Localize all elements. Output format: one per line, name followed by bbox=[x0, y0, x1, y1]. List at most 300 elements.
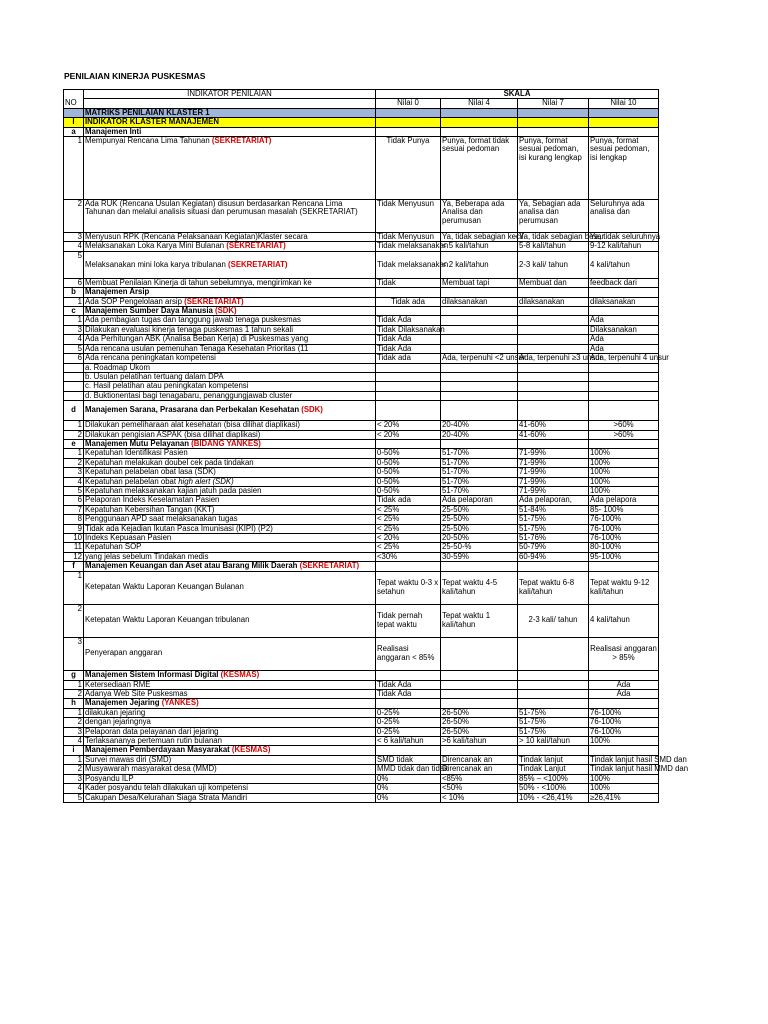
scale-value-10: Ya, tidak seluruhnya bbox=[590, 232, 661, 242]
indicator-no: 1 bbox=[64, 421, 84, 430]
indicator-no: 2 bbox=[64, 458, 84, 467]
indicator-text-main: Melaksanakan mini loka karya tribulanan bbox=[85, 259, 229, 269]
indicator-text-main: Mempunyai Rencana Lima Tahunan bbox=[85, 136, 212, 146]
scale-value-10: Ada bbox=[589, 316, 659, 325]
indicator-row bbox=[64, 137, 659, 200]
scale-value-7: 71-99% bbox=[518, 486, 589, 495]
scale-value-4: Ada, terpenuhi <2 unsur bbox=[442, 353, 526, 363]
indicator-no bbox=[64, 363, 84, 372]
scale-value-0 bbox=[376, 382, 441, 391]
header-indikator: INDIKATOR PENILAIAN bbox=[84, 90, 376, 99]
indicator-text-main: Menyusun RPK (Rencana Pelaksanaan Kegiatan)Klaster secara bbox=[85, 232, 308, 242]
indicator-text bbox=[84, 571, 376, 604]
section-fill bbox=[518, 746, 589, 755]
section-row-d bbox=[64, 401, 659, 421]
indicator-text-main: c. Hasil pelatihan atau peningkatan kompetensi bbox=[85, 381, 249, 391]
scale-value-4: 51-70% bbox=[441, 458, 518, 467]
indicator-text bbox=[84, 637, 376, 670]
indicator-no: 11 bbox=[64, 543, 84, 552]
scale-value-4: Membuat tapi bbox=[441, 278, 518, 287]
section-fill bbox=[441, 288, 518, 297]
indicator-unit-tag: (SEKRETARIAT) bbox=[226, 241, 286, 251]
indicator-no: 2 bbox=[64, 604, 84, 637]
indicator-no: 4 bbox=[64, 784, 84, 793]
scale-value-0: Tidak Menyusun bbox=[376, 200, 441, 233]
assessment-table bbox=[63, 89, 689, 803]
scale-value-7: 51-75% bbox=[518, 515, 589, 524]
indicator-no: 5 bbox=[64, 251, 84, 278]
scale-value-10: Tindak lanjut hasil SMD dan bbox=[590, 754, 687, 764]
indicator-no bbox=[64, 372, 84, 381]
indicator-no: 6 bbox=[64, 278, 84, 287]
scale-value-0: Tidak Ada bbox=[376, 335, 441, 344]
section-unit-tag: (BIDANG YANKES) bbox=[191, 438, 261, 448]
section-letter: d bbox=[64, 401, 84, 421]
section-unit-tag: (KESMAS) bbox=[231, 745, 271, 755]
indicator-text bbox=[84, 137, 376, 200]
section-fill bbox=[376, 746, 441, 755]
section-unit-tag: (SEKRETARIAT) bbox=[299, 561, 360, 571]
scale-value-7: > 10 kali/tahun bbox=[518, 737, 589, 746]
scale-value-4: 20-40% bbox=[441, 430, 518, 439]
indicator-text-main: Indeks Kepuasan Pasien bbox=[85, 533, 172, 542]
indicator-no: 2 bbox=[64, 690, 84, 699]
scale-value-7 bbox=[518, 637, 589, 670]
indicator-no: 2 bbox=[64, 765, 84, 774]
scale-value-4 bbox=[441, 363, 518, 372]
scale-value-10: Seluruhnya ada analisa dan bbox=[589, 200, 659, 233]
scale-value-0 bbox=[376, 391, 441, 400]
indicator-row bbox=[64, 354, 659, 363]
scale-value-10: Ada bbox=[589, 690, 659, 699]
scale-value-7: Ada pelaporan, bbox=[518, 496, 589, 505]
indicator-text-main: d. Buktionentasi bagi tenagabaru, penanggungjawab cluster bbox=[85, 390, 293, 400]
scale-value-0: Tepat waktu 0-3 x setahun bbox=[376, 571, 441, 604]
section-fill bbox=[518, 288, 589, 297]
scale-value-0: 0-50% bbox=[376, 486, 441, 495]
scale-value-4: Direncanak an bbox=[441, 765, 518, 774]
section-label bbox=[84, 562, 376, 571]
scale-value-4: Direncanak an bbox=[441, 755, 518, 764]
indicator-no: 1 bbox=[64, 708, 84, 717]
band-klaster-fill bbox=[518, 118, 589, 127]
indicator-text-main: Kepatuhan Kebersihan Tangan (KKT) bbox=[85, 504, 215, 514]
scale-value-10 bbox=[589, 363, 659, 372]
indicator-text-main: Melaksanakan Loka Karya Mini Bulanan bbox=[85, 241, 227, 251]
scale-value-7: Membuat dan bbox=[518, 278, 589, 287]
indicator-no: 4 bbox=[64, 242, 84, 251]
scale-value-0: < 25% bbox=[376, 543, 441, 552]
section-label bbox=[84, 670, 376, 680]
indicator-row bbox=[64, 251, 659, 278]
indicator-no bbox=[64, 391, 84, 400]
indicator-text-main: Pelaporan data pelayanan dari jejaring bbox=[85, 726, 219, 736]
indicator-no: 2 bbox=[64, 718, 84, 727]
scale-value-0: 0-50% bbox=[376, 449, 441, 458]
scale-value-7 bbox=[518, 382, 589, 391]
indicator-row bbox=[64, 708, 659, 717]
scale-value-0: < 25% bbox=[376, 515, 441, 524]
section-row-f bbox=[64, 562, 659, 571]
indicator-text bbox=[84, 200, 376, 233]
scale-value-0: 0% bbox=[376, 774, 441, 783]
section-unit-tag: (YANKES) bbox=[161, 698, 199, 708]
scale-value-7: 5-8 kali/tahun bbox=[518, 242, 589, 251]
indicator-no: 1 bbox=[64, 571, 84, 604]
section-fill bbox=[518, 401, 589, 421]
indicator-no: 3 bbox=[64, 233, 84, 242]
scale-value-10: 76-100% bbox=[589, 534, 659, 543]
scale-value-4: 26-50% bbox=[441, 727, 518, 736]
scale-value-7: 71-99% bbox=[518, 458, 589, 467]
scale-value-4: 51-70% bbox=[441, 449, 518, 458]
indicator-no: 4 bbox=[64, 335, 84, 344]
section-fill bbox=[441, 746, 518, 755]
indicator-row bbox=[64, 200, 659, 233]
scale-value-7: Tepat waktu 6-8 kali/tahun bbox=[518, 571, 589, 604]
indicator-no: 6 bbox=[64, 354, 84, 363]
scale-value-4: Ya, Beberapa ada Analisa dan perumusan bbox=[441, 200, 518, 233]
indicator-text-main: Ketepatan Waktu Laporan Keuangan Bulanan bbox=[85, 582, 244, 592]
scale-value-10: 100% bbox=[589, 784, 659, 793]
section-unit-tag: (SDK) bbox=[215, 306, 237, 316]
indicator-no: 5 bbox=[64, 486, 84, 495]
scale-value-0: Tidak melaksanakan bbox=[377, 241, 449, 251]
scale-value-7: 41-60% bbox=[518, 421, 589, 430]
scale-value-4: < 5 kali/tahun bbox=[441, 242, 518, 251]
indicator-no: 10 bbox=[64, 534, 84, 543]
scale-value-0: 0% bbox=[376, 793, 441, 802]
scale-value-0: Tidak bbox=[376, 278, 441, 287]
scale-value-4: 51-70% bbox=[441, 477, 518, 486]
scale-value-7: 2-3 kali/ tahun bbox=[518, 604, 589, 637]
scale-value-0: Tidak Dilaksanakan bbox=[377, 324, 445, 334]
scale-value-7: 51-75% bbox=[518, 727, 589, 736]
scale-value-10 bbox=[589, 382, 659, 391]
band-klaster-fill bbox=[441, 118, 518, 127]
header-row-2 bbox=[64, 99, 659, 108]
scale-value-10: 76-100% bbox=[589, 524, 659, 533]
indicator-no: 5 bbox=[64, 793, 84, 802]
indicator-text-main: Ada rencana peningkatan kompetensi bbox=[85, 353, 216, 363]
section-row-h bbox=[64, 699, 659, 708]
header-nilai-10: Nilai 10 bbox=[589, 99, 659, 108]
scale-value-10: Ada bbox=[589, 335, 659, 344]
scale-value-0: < 20% bbox=[376, 430, 441, 439]
scale-value-4 bbox=[441, 690, 518, 699]
scale-value-10: 76-100% bbox=[589, 727, 659, 736]
indicator-text-main: Kader posyandu telah dilakukan uji kompetensi bbox=[85, 783, 248, 793]
scale-value-0: Tidak Ada bbox=[376, 316, 441, 325]
indicator-text-main: Membuat Penilaian Kinerja di tahun sebelumnya, mengirimkan ke bbox=[85, 277, 312, 287]
scale-value-7: 51-84% bbox=[518, 505, 589, 514]
scale-value-4 bbox=[441, 680, 518, 689]
scale-value-7: 71-99% bbox=[518, 477, 589, 486]
scale-value-4: Tepat waktu 4-5 kali/tahun bbox=[441, 571, 518, 604]
scale-value-10: 4 kali/tahun bbox=[589, 251, 659, 278]
indicator-text-main: dengan jejaringnya bbox=[85, 717, 151, 727]
scale-value-10: feedback dari bbox=[589, 278, 659, 287]
scale-value-10: Tepat waktu 9-12 kali/tahun bbox=[589, 571, 659, 604]
scale-value-4: 25-50% bbox=[441, 505, 518, 514]
indicator-unit-tag: (SEKRETARIAT) bbox=[228, 259, 288, 269]
scale-value-4: <85% bbox=[441, 774, 518, 783]
scale-value-7 bbox=[518, 391, 589, 400]
indicator-text bbox=[84, 793, 376, 802]
section-fill bbox=[376, 699, 441, 708]
indicator-no: 7 bbox=[64, 505, 84, 514]
scale-value-10: 76-100% bbox=[589, 718, 659, 727]
scale-value-4: Ada pelaporan bbox=[441, 496, 518, 505]
section-letter: h bbox=[64, 699, 84, 708]
scale-value-0: Tidak Ada bbox=[376, 690, 441, 699]
scale-value-4: < 10% bbox=[441, 793, 518, 802]
indicator-text-main: Dilakukan pengisian ASPAK (bisa dilihat diaplikasi) bbox=[85, 429, 261, 439]
section-letter: c bbox=[64, 307, 84, 316]
indicator-no: 3 bbox=[64, 468, 84, 477]
scale-value-7: 41-60% bbox=[518, 430, 589, 439]
section-fill bbox=[441, 699, 518, 708]
indicator-text-main: Cakupan Desa/Kelurahan Siaga Strata Mandiri bbox=[85, 792, 248, 802]
indicator-text bbox=[84, 391, 376, 400]
scale-value-0: Tidak pernah tepat waktu bbox=[376, 604, 441, 637]
scale-value-4: 26-50% bbox=[441, 718, 518, 727]
indicator-text-main: Ketersediaan RME bbox=[85, 679, 151, 689]
scale-value-10: dilaksanakan bbox=[589, 297, 659, 306]
scale-value-7: 51-75% bbox=[518, 708, 589, 717]
section-label-text: Manajemen Sarana, Prasarana dan Perbekalan Kesehatan bbox=[85, 405, 302, 415]
indicator-text-main: Kepatuhan pelabelan obat lasa (SDK) bbox=[85, 467, 216, 477]
scale-value-7 bbox=[518, 363, 589, 372]
header-nilai-0: Nilai 0 bbox=[376, 99, 441, 108]
scale-value-0 bbox=[376, 363, 441, 372]
scale-value-0: <30% bbox=[376, 552, 441, 561]
scale-value-7: 10% - <26,41% bbox=[518, 793, 589, 802]
header-row-1 bbox=[64, 90, 659, 99]
section-letter: f bbox=[64, 562, 84, 571]
scale-value-7 bbox=[518, 680, 589, 689]
scale-value-10 bbox=[589, 391, 659, 400]
scale-value-4: 51-70% bbox=[441, 486, 518, 495]
scale-value-4: 51-70% bbox=[441, 468, 518, 477]
indicator-no: 6 bbox=[64, 496, 84, 505]
scale-value-10: 95-100% bbox=[589, 552, 659, 561]
section-label-text: Manajemen Arsip bbox=[85, 287, 150, 297]
indicator-no: 4 bbox=[64, 477, 84, 486]
indicator-text-main: Ada rencana usulan pemenuhan Tenaga Kesehatan Prioritas (11 bbox=[85, 343, 309, 353]
scale-value-10: Punya, format sesuai pedoman, isi lengkap bbox=[589, 137, 659, 200]
scale-value-0: Tidak ada bbox=[376, 354, 441, 363]
indicator-text-main: Kepatuhan melaksanakan kajian jatuh pada pasien bbox=[85, 485, 262, 495]
section-fill bbox=[518, 699, 589, 708]
indicator-text-italic: high alert (SDK) bbox=[178, 476, 234, 486]
scale-value-4 bbox=[441, 372, 518, 381]
section-fill bbox=[518, 670, 589, 680]
scale-value-0: 0-50% bbox=[376, 468, 441, 477]
section-label-text: Manajemen Mutu Pelayanan bbox=[85, 438, 192, 448]
scale-value-10 bbox=[589, 372, 659, 381]
indicator-row bbox=[64, 765, 659, 774]
band-klaster-no: I bbox=[64, 118, 84, 127]
band-matriks-fill bbox=[589, 108, 659, 117]
indicator-row bbox=[64, 534, 659, 543]
header-nilai-4: Nilai 4 bbox=[441, 99, 518, 108]
scale-value-7: Punya, format sesuai pedoman, isi kurang lengkap bbox=[518, 137, 589, 200]
scale-value-0: Tidak melaksanakan bbox=[376, 251, 441, 278]
indicator-no: 1 bbox=[64, 449, 84, 458]
scale-value-10: 100% bbox=[589, 486, 659, 495]
header-nilai-7: Nilai 7 bbox=[518, 99, 589, 108]
indicator-text-main: Ada pembagian tugas dan tanggung jawab tenaga puskesmas bbox=[85, 315, 301, 325]
indicator-text-main: Ketepatan Waktu Laporan Keuangan tribulanan bbox=[85, 615, 250, 625]
scale-value-10: Ada bbox=[589, 680, 659, 689]
indicator-no: 3 bbox=[64, 637, 84, 670]
scale-value-0: 0-25% bbox=[376, 708, 441, 717]
section-fill bbox=[589, 288, 659, 297]
section-letter: b bbox=[64, 288, 84, 297]
scale-value-10: Ada, terpenuhi 4 unsur bbox=[590, 353, 669, 363]
scale-value-0: < 25% bbox=[376, 524, 441, 533]
scale-value-4: 25-50% bbox=[441, 524, 518, 533]
section-label-text: Manajemen Inti bbox=[85, 126, 142, 136]
indicator-text bbox=[84, 242, 376, 251]
indicator-no: 1 bbox=[64, 316, 84, 325]
indicator-text-main: a. Roadmap Ukom bbox=[85, 362, 151, 372]
scale-value-0: Tidak ada bbox=[376, 496, 441, 505]
section-unit-tag: (SDK) bbox=[301, 405, 323, 415]
indicator-text-main: Adanya Web Site Puskesmas bbox=[85, 689, 188, 699]
scale-value-4: >6 kali/tahun bbox=[441, 737, 518, 746]
section-fill bbox=[518, 307, 589, 316]
scale-value-7 bbox=[518, 372, 589, 381]
scale-value-7: 51-75% bbox=[518, 524, 589, 533]
scale-value-4: 30-59% bbox=[441, 552, 518, 561]
scale-value-10: 80-100% bbox=[589, 543, 659, 552]
scale-value-4: 20-40% bbox=[441, 421, 518, 430]
section-fill bbox=[441, 307, 518, 316]
indicator-text bbox=[84, 604, 376, 637]
scale-value-0 bbox=[376, 372, 441, 381]
scale-value-0: MMD tidak dan tidak bbox=[377, 764, 449, 774]
indicator-text-main: Ada Perhitungan ABK (Analisa Beban Kerja) di Puskesmas yang bbox=[85, 334, 309, 344]
indicator-text-main: Tidak ada Kejadian Ikutan Pasca Imunisasi (KIPI) (P2) bbox=[85, 523, 273, 533]
scale-value-0: Tidak Punya bbox=[376, 137, 441, 200]
section-label bbox=[84, 401, 376, 421]
indicator-unit-tag: (SEKRETARIAT) bbox=[211, 136, 272, 146]
scale-value-0: Tidak Menyusun bbox=[376, 233, 441, 242]
indicator-text-main: Terlaksananya pertemuan rutin bulanan bbox=[85, 736, 222, 746]
scale-value-7: Ya, Sebagian ada analisa dan perumusan bbox=[518, 200, 589, 233]
band-matriks-fill bbox=[441, 108, 518, 117]
indicator-text-main: Posyandu ILP bbox=[85, 773, 134, 783]
scale-value-0: Realisasi anggaran < 85% bbox=[376, 637, 441, 670]
scale-value-4: 25-50% bbox=[441, 515, 518, 524]
scale-value-10: 100% bbox=[589, 468, 659, 477]
scale-value-10: Dilaksanakan bbox=[589, 325, 659, 334]
section-fill bbox=[376, 670, 441, 680]
scale-value-0: 0-25% bbox=[376, 727, 441, 736]
scale-value-4: Punya, format tidak sesuai pedoman bbox=[441, 137, 518, 200]
indicator-text-main: Dilakukan evaluasi kinerja tenaga puskesmas 1 tahun sekali bbox=[85, 324, 294, 334]
scale-value-4 bbox=[441, 391, 518, 400]
indicator-no: 9 bbox=[64, 524, 84, 533]
indicator-text-main: Dilakukan pemeliharaan alat kesehatan (bisa dilihat diaplikasi) bbox=[85, 420, 300, 430]
header-indikator-blank bbox=[84, 99, 376, 108]
section-fill bbox=[518, 562, 589, 571]
scale-value-4: 26-50% bbox=[441, 708, 518, 717]
indicator-no: 8 bbox=[64, 515, 84, 524]
scale-value-7: 50-79% bbox=[518, 543, 589, 552]
scale-value-10: Ada bbox=[589, 344, 659, 353]
indicator-unit-tag: (SEKRETARIAT) bbox=[184, 296, 244, 306]
section-fill bbox=[441, 401, 518, 421]
scale-value-0: 0-50% bbox=[376, 477, 441, 486]
indicator-no: 1 bbox=[64, 755, 84, 764]
indicator-row bbox=[64, 604, 659, 637]
indicator-no: 1 bbox=[64, 297, 84, 306]
scale-value-10: 100% bbox=[589, 477, 659, 486]
indicator-row bbox=[64, 637, 659, 670]
section-label-text: Manajemen Jejaring bbox=[85, 698, 162, 708]
scale-value-10: 9-12 kali/tahun bbox=[589, 242, 659, 251]
band-matriks-fill bbox=[376, 108, 441, 117]
scale-value-4 bbox=[441, 382, 518, 391]
section-fill bbox=[589, 746, 659, 755]
indicator-no: 3 bbox=[64, 774, 84, 783]
indicator-text-main: Ada SOP Pengelolaan arsip bbox=[85, 296, 185, 306]
indicator-text-main: Kepatuhan melakukan doubel cek pada tindakan bbox=[85, 457, 254, 467]
section-label-text: Manajemen Sistem Informasi Digital bbox=[85, 669, 221, 679]
scale-value-7: Tindak lanjut bbox=[518, 755, 589, 764]
indicator-row bbox=[64, 793, 659, 802]
indicator-text-main: Pelaporan Indeks Keselamatan Pasien bbox=[85, 495, 220, 505]
band-klaster-label: INDIKATOR KLASTER MANAJEMEN bbox=[84, 118, 376, 127]
scale-value-7 bbox=[518, 690, 589, 699]
scale-value-7: 51-76% bbox=[518, 534, 589, 543]
scale-value-4: <50% bbox=[441, 784, 518, 793]
scale-value-7: 71-99% bbox=[518, 449, 589, 458]
scale-value-10: >60% bbox=[589, 421, 659, 430]
section-row-g bbox=[64, 670, 659, 680]
scale-value-0: 0-50% bbox=[376, 458, 441, 467]
header-skala: SKALA bbox=[376, 90, 659, 99]
section-letter: a bbox=[64, 127, 84, 136]
scale-value-7: dilaksanakan bbox=[518, 297, 589, 306]
scale-value-4 bbox=[441, 637, 518, 670]
scale-value-7 bbox=[518, 316, 589, 325]
scale-value-10: >60% bbox=[589, 430, 659, 439]
indicator-no: 1 bbox=[64, 680, 84, 689]
section-fill bbox=[376, 288, 441, 297]
scale-value-4: dilaksanakan bbox=[441, 297, 518, 306]
band-klaster-fill bbox=[589, 118, 659, 127]
scale-value-10: 100% bbox=[589, 458, 659, 467]
scale-value-10: 4 kali/tahun bbox=[589, 604, 659, 637]
indicator-no bbox=[64, 382, 84, 391]
scale-value-4 bbox=[441, 316, 518, 325]
scale-value-4: 20-50% bbox=[441, 534, 518, 543]
scale-value-4 bbox=[441, 325, 518, 334]
scale-value-0: Tidak ada bbox=[376, 297, 441, 306]
scale-value-4 bbox=[441, 335, 518, 344]
section-fill bbox=[376, 562, 441, 571]
scale-value-7: Ya, tidak sebagian besar bbox=[519, 232, 605, 242]
scale-value-0: Tidak Ada bbox=[376, 680, 441, 689]
indicator-no: 2 bbox=[64, 430, 84, 439]
indicator-text-main: dilakukan jejaring bbox=[85, 707, 146, 717]
indicator-row bbox=[64, 242, 659, 251]
indicator-text-main: Ada RUK (Rencana Usulan Kegiatan) disusun berdasarkan Rencana Lima Tahunan dan melalui analisis situasi dan perumusan masalah (SEKRETARIAT) bbox=[85, 199, 358, 217]
